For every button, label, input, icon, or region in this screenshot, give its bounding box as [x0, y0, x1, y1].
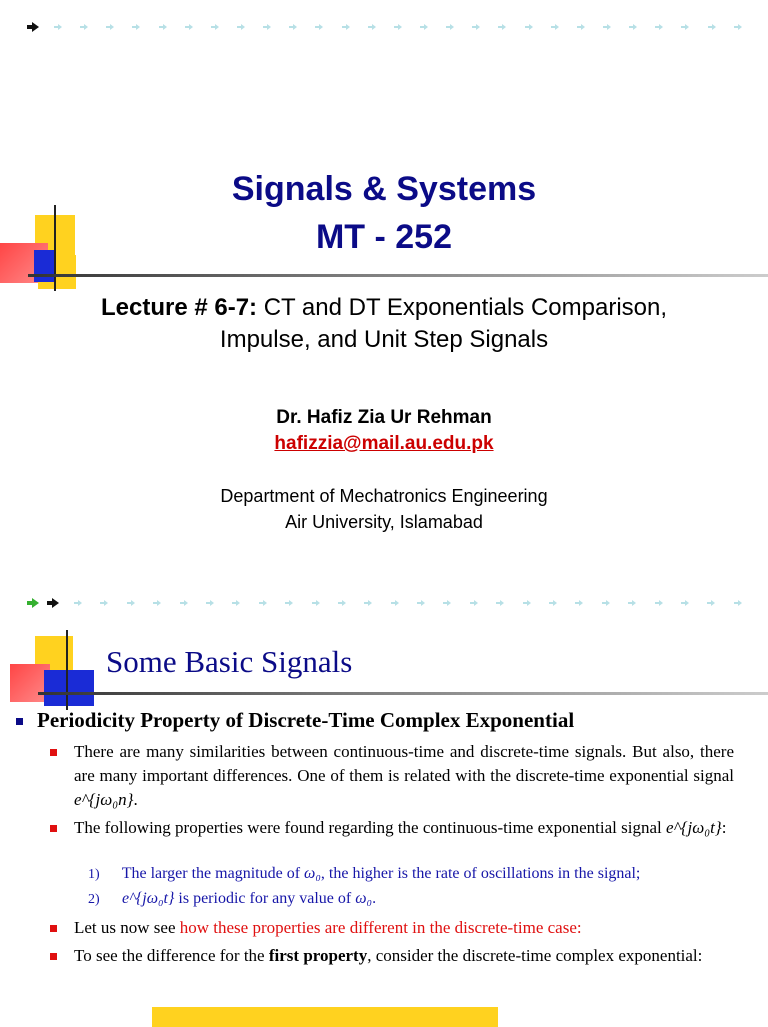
- bullet-square-icon: [50, 953, 57, 960]
- item1-pre: The larger the magnitude of: [121, 865, 301, 882]
- list-item: The following properties were found regarding the continuous-time exponential signal e^{jω₀t}:: [50, 816, 734, 840]
- item1-math: ω₀: [304, 865, 321, 882]
- lecture-heading: [40, 292, 728, 324]
- para2-math: e^{jω₀t}: [666, 818, 722, 837]
- divider-line: [28, 274, 768, 277]
- lecture-title-line1: CT and DT Exponentials Comparison,: [263, 294, 668, 321]
- item2-number: 2): [88, 892, 100, 907]
- item2-mid: is periodic for any value of: [178, 890, 352, 907]
- author-email-link[interactable]: hafizzia@mail.au.edu.pk: [274, 433, 494, 454]
- para1-math: e^{jω₀n}: [74, 790, 134, 809]
- arrow-decoration-row: [26, 20, 742, 34]
- para4-post: , consider the discrete-time complex exponential:: [367, 946, 703, 965]
- para1-text: There are many similarities between continuous-time and discrete-time signals. But also, there are many important differences. One of them is related with the discrete-time exponential signal: [74, 742, 734, 785]
- list-item: There are many similarities between continuous-time and discrete-time signals. But also, there are many important differences. One of them is related with the discrete-time exponential signal e^{jω₀n}.: [50, 740, 734, 812]
- arrow-dots: [54, 23, 742, 31]
- list-item: [50, 916, 734, 940]
- numbered-item-1: [88, 865, 640, 883]
- university: Air University, Islamabad: [285, 512, 483, 532]
- slide-title: Some Basic Signals: [106, 644, 353, 679]
- para4-bold: first property: [268, 946, 368, 965]
- bullet-square-icon: [50, 749, 57, 756]
- course-code: MT - 252: [315, 218, 453, 256]
- para3-red: how these properties are different in the discrete-time case:: [179, 918, 582, 937]
- lecture-number: Lecture # 6-7:: [100, 294, 258, 321]
- para2-text: The following properties were found regarding the continuous-time exponential signal: [74, 818, 662, 837]
- content-slide: [0, 580, 768, 1024]
- bullet-square-icon: [50, 925, 57, 932]
- arrow-decoration-row: [26, 596, 742, 610]
- arrow-dots: [74, 599, 742, 607]
- divider-line: [38, 692, 768, 695]
- bullet-square-icon: [16, 718, 23, 725]
- lecture-title-line2: Impulse, and Unit Step Signals: [219, 326, 549, 353]
- main-bullet: [16, 708, 756, 733]
- course-title: Signals & Systems: [231, 170, 537, 208]
- para3-pre: Let us now see: [74, 918, 176, 937]
- corner-decoration: [0, 630, 110, 720]
- item2-math: e^{jω₀t}: [122, 890, 175, 907]
- item1-post: , the higher is the rate of oscillations in the signal;: [320, 865, 641, 882]
- department: Department of Mechatronics Engineering: [220, 486, 548, 506]
- para4-pre: To see the difference for the: [74, 946, 265, 965]
- arrow-right-icon: [46, 596, 60, 610]
- arrow-right-green-icon: [26, 596, 40, 610]
- list-item: [50, 944, 734, 968]
- equation-highlight: [152, 1007, 498, 1027]
- main-bullet-text: Periodicity Property of Discrete-Time Complex Exponential: [37, 708, 575, 732]
- item1-number: 1): [88, 867, 100, 882]
- arrow-right-icon: [26, 20, 40, 34]
- author-name: Dr. Hafiz Zia Ur Rehman: [276, 407, 492, 428]
- numbered-item-2: 2) e^{jω₀t} is periodic for any value of ω₀.: [88, 890, 377, 907]
- item2-math2: ω₀: [355, 890, 373, 907]
- bullet-square-icon: [50, 825, 57, 832]
